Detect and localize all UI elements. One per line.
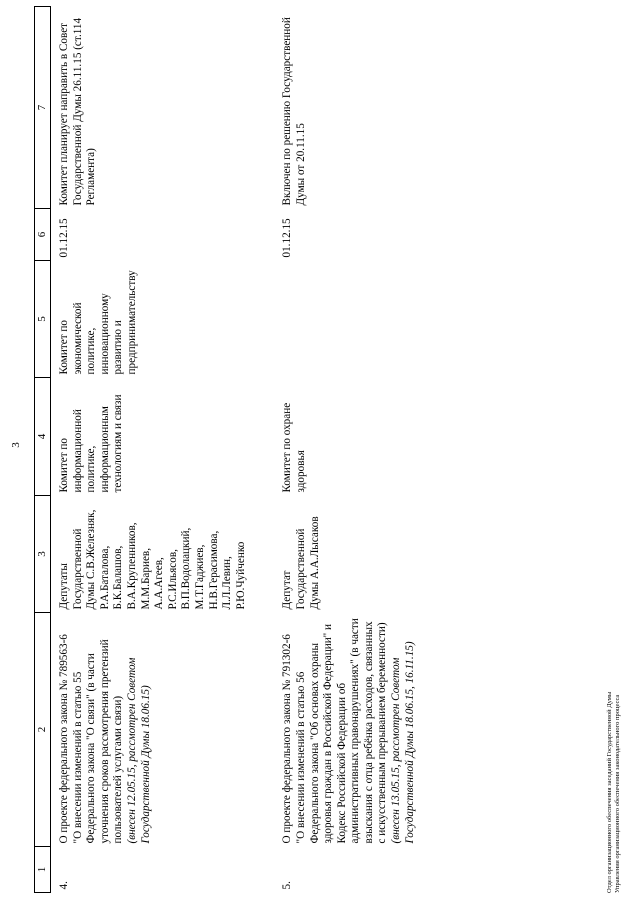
table-row bbox=[274, 7, 443, 893]
bill-introduced: (внесен 13.05.15, рассмотрен Советом Государственной Думы 18.06.15, 16.11.15) bbox=[390, 641, 416, 844]
note: Комитет планирует направить в Совет Государственной Думы 26.11.15 (ст.114 Регламента) bbox=[58, 17, 98, 206]
bill-authors: Депутаты Государственной Думы С.В.Железняк, Р.А.Баталова, Б.К.Балашов, В.А.Крупенников, М.М.Бариев, А.А.Агеев, Р.С.Ильясов, В.П.Водолацкий, М.Т.Гаджиев, Н.В.Герасимова, Л.Л.Левин, Р.Ю.Чуйченко bbox=[58, 509, 247, 610]
note: Включен по решению Государственной Думы от 20.11.15 bbox=[281, 17, 307, 206]
footer-line-1: Отдел организационного обеспечения заседаний Государственной Думы bbox=[606, 691, 613, 893]
bill-desc: "О внесении изменений в статью 55 Федерального закона "О связи" (в части уточнения сроков рассмотрения претензий пользователей услугами связи) bbox=[71, 639, 125, 844]
deadline-date: 01.12.15 bbox=[281, 218, 294, 258]
col-header-5: 5 bbox=[35, 261, 51, 378]
bill-introduced: (внесен 12.05.15, рассмотрен Советом Государственной Думы 18.06.15) bbox=[125, 657, 152, 844]
bill-description bbox=[274, 613, 443, 847]
table-row bbox=[51, 7, 275, 893]
bill-desc: "О внесении изменений в статью 56 Федерального закона "Об основах охраны здоровья граждан в Российской Федерации" и Кодекс Российской Федерации об административных правонарушениях" (в части взыскания с отца ребёнка расходов, связанных с искусственным прерыванием беременности) bbox=[294, 618, 389, 844]
page-number: 3 bbox=[10, 442, 22, 448]
bill-title: О проекте федерального закона № 789563-6 bbox=[58, 634, 70, 844]
footer-line-2: Управления организационного обеспечения законодательного процесса bbox=[614, 694, 621, 893]
row-number: 5. bbox=[281, 881, 294, 890]
bill-authors: Депутат Государственной Думы А.А.Лысаков bbox=[281, 516, 321, 610]
col-header-1: 1 bbox=[35, 847, 51, 893]
agenda-table bbox=[34, 6, 443, 893]
col-header-3: 3 bbox=[35, 496, 51, 613]
footer-note bbox=[606, 692, 622, 893]
header-row bbox=[35, 7, 51, 893]
col-header-4: 4 bbox=[35, 378, 51, 496]
row-number: 4. bbox=[58, 881, 70, 890]
responsible-committee: Комитет по информационной политике, информационным технологиям и связи bbox=[58, 394, 125, 493]
co-committee bbox=[274, 261, 443, 378]
deadline-date: 01.12.15 bbox=[58, 218, 70, 258]
bill-title: О проекте федерального закона № 791302-6 bbox=[281, 634, 294, 844]
co-committee: Комитет по экономической политике, инновационному развитию и предпринимательству bbox=[58, 270, 138, 375]
col-header-6: 6 bbox=[35, 209, 51, 261]
responsible-committee: Комитет по охране здоровья bbox=[281, 402, 307, 493]
bill-description bbox=[51, 613, 275, 847]
col-header-2: 2 bbox=[35, 613, 51, 847]
col-header-7: 7 bbox=[35, 7, 51, 209]
